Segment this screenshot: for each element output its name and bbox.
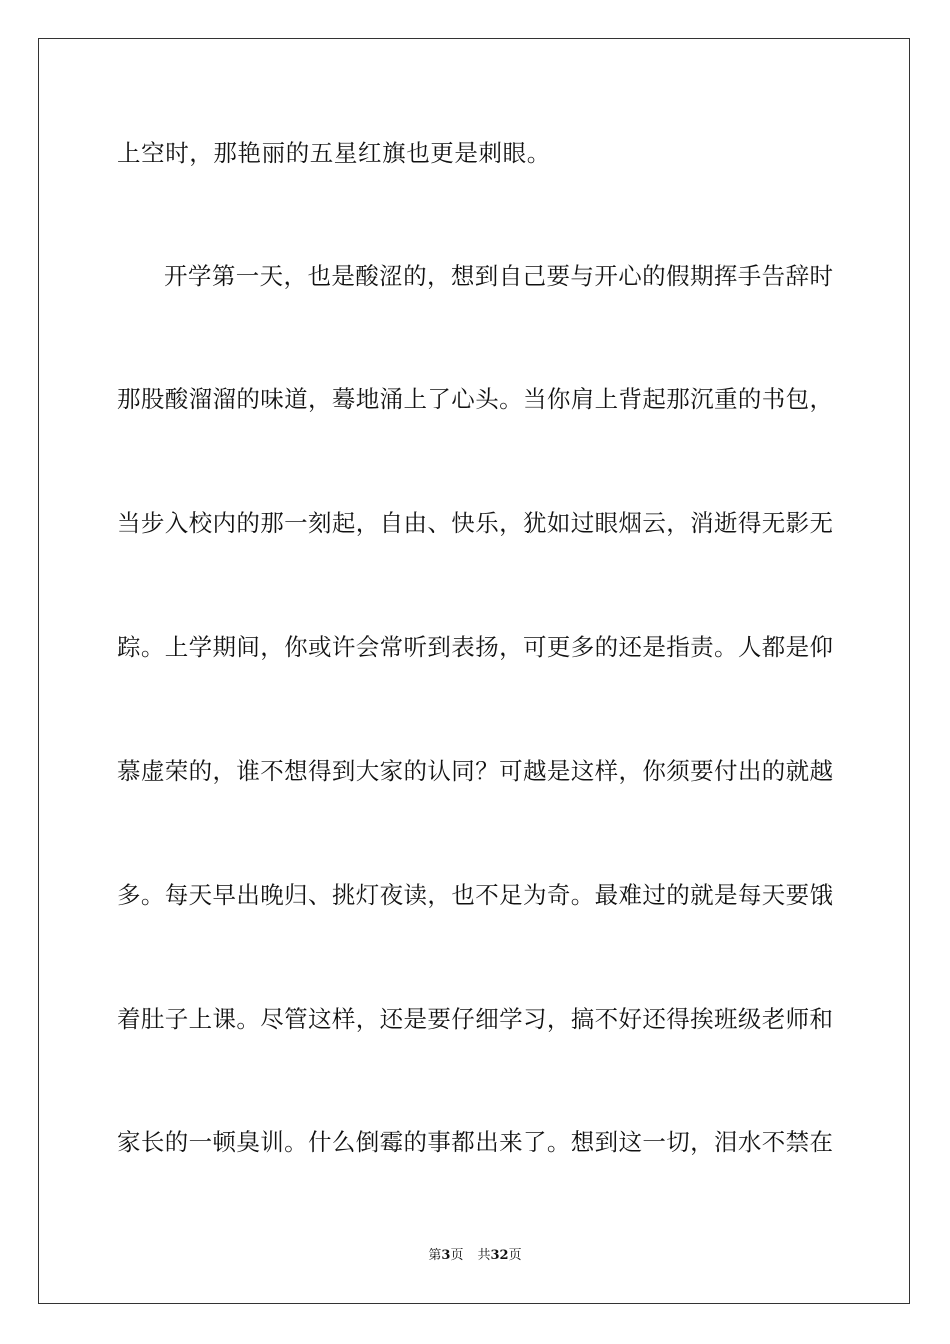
text-line: 家长的一顿臭训。什么倒霉的事都出来了。想到这一切，泪水不禁在	[117, 1128, 833, 1156]
text-line: 多。每天早出晚归、挑灯夜读，也不足为奇。最难过的就是每天要饿	[117, 881, 833, 909]
page-prefix: 第	[428, 1248, 442, 1263]
page-suffix: 页	[450, 1248, 464, 1263]
text-line: 那股酸溜溜的味道，蓦地涌上了心头。当你肩上背起那沉重的书包，	[117, 385, 833, 413]
total-prefix: 共	[477, 1248, 491, 1263]
text-line: 上空时，那艳丽的五星红旗也更是刺眼。	[117, 139, 551, 167]
page-footer	[0, 1247, 950, 1265]
total-suffix: 页	[508, 1248, 522, 1263]
text-line: 开学第一天，也是酸涩的，想到自己要与开心的假期挥手告辞时	[164, 262, 833, 290]
text-line: 踪。上学期间，你或许会常听到表扬，可更多的还是指责。人都是仰	[117, 633, 833, 661]
text-line: 慕虚荣的，谁不想得到大家的认同？可越是这样，你须要付出的就越	[117, 757, 833, 785]
total-pages: 32	[490, 1248, 509, 1263]
text-line: 着肚子上课。尽管这样，还是要仔细学习，搞不好还得挨班级老师和	[117, 1005, 833, 1033]
page-number: 3	[441, 1248, 451, 1263]
text-line: 当步入校内的那一刻起，自由、快乐，犹如过眼烟云，消逝得无影无	[117, 509, 833, 537]
page-border	[38, 38, 910, 1304]
